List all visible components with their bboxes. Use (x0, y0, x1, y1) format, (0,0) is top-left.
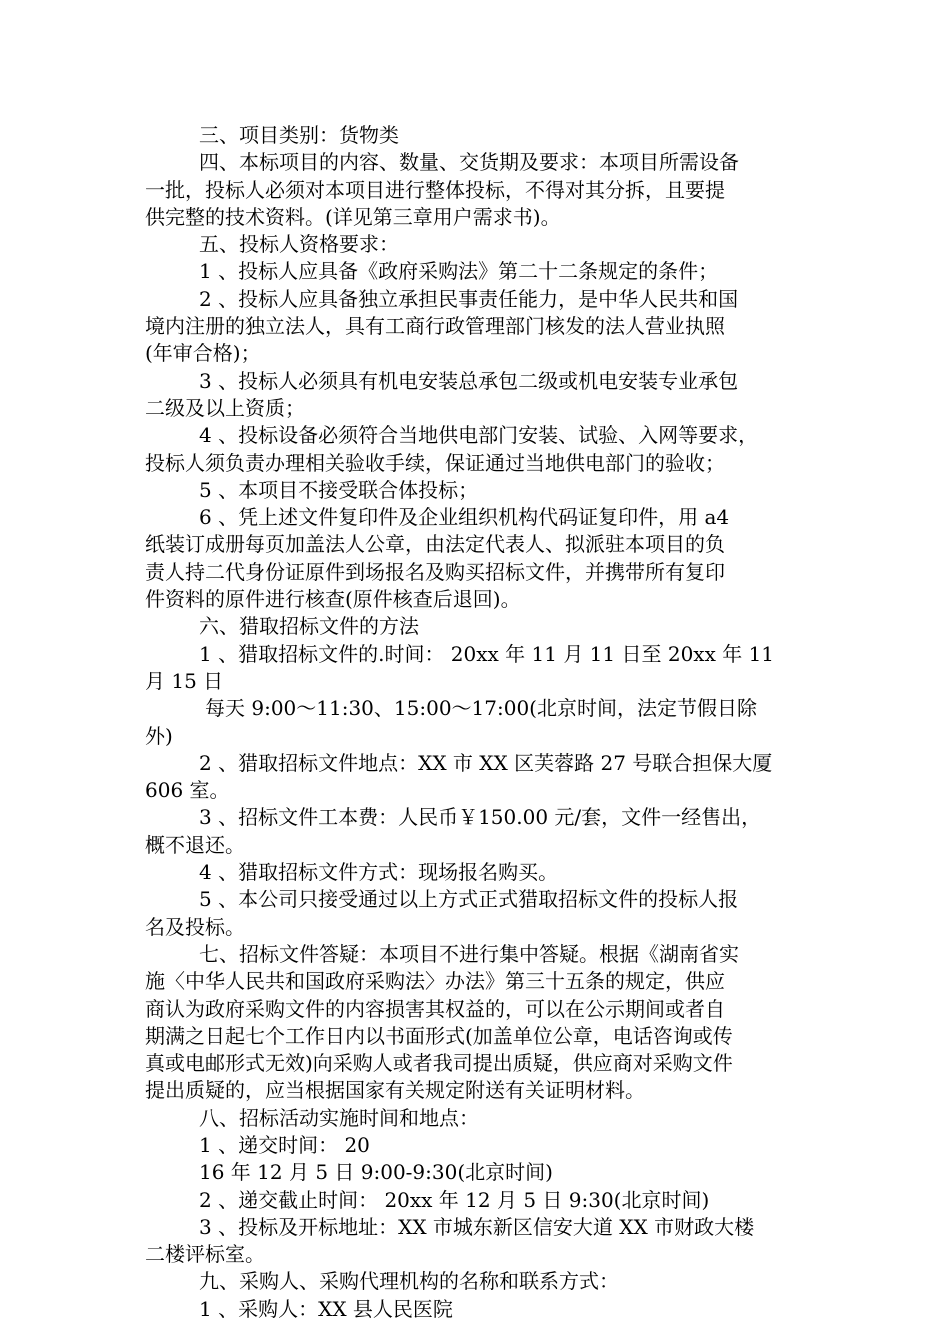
text-line: 二楼评标室。 (145, 1242, 265, 1267)
text-line: 名及投标。 (145, 914, 245, 939)
text-line: 5 、本公司只接受通过以上方式正式猎取招标文件的投标人报 (199, 887, 739, 912)
text-line: 四、本标项目的内容、数量、交货期及要求：本项目所需设备 (199, 150, 739, 175)
text-line: 投标人须负责办理相关验收手续，保证通过当地供电部门的验收； (145, 450, 725, 475)
text-line: 16 年 12 月 5 日 9:00-9:30(北京时间) (199, 1160, 553, 1185)
text-line: 三、项目类别：货物类 (199, 123, 399, 147)
text-line: 4 、猎取招标文件方式：现场报名购买。 (199, 860, 559, 885)
text-line: 提出质疑的，应当根据国家有关规定附送有关证明材料。 (145, 1078, 645, 1103)
text-line: 责人持二代身份证原件到场报名及购买招标文件，并携带所有复印 (145, 559, 725, 584)
text-line: 供完整的技术资料。(详见第三章用户需求书)。 (145, 204, 561, 229)
text-line: 4 、投标设备必须符合当地供电部门安装、试验、入网等要求， (199, 423, 759, 448)
text-line: 606 室。 (145, 778, 230, 803)
text-line: 月 15 日 (145, 668, 224, 693)
text-line: 八、招标活动实施时间和地点： (199, 1105, 479, 1130)
text-line: 2 、猎取招标文件地点：XX 市 XX 区芙蓉路 27 号联合担保大厦 (199, 750, 773, 775)
text-line: (年审合格)； (145, 341, 261, 366)
text-line: 纸装订成册每页加盖法人公章，由法定代表人、拟派驻本项目的负 (145, 532, 725, 557)
text-line: 九、采购人、采购代理机构的名称和联系方式： (199, 1269, 619, 1294)
text-line: 境内注册的独立法人，具有工商行政管理部门核发的法人营业执照 (145, 314, 725, 339)
text-line: 2 、投标人应具备独立承担民事责任能力，是中华人民共和国 (199, 286, 739, 311)
text-line: 1 、猎取招标文件的.时间： 20xx 年 11 月 11 日至 20xx 年 11 (199, 641, 775, 666)
text-line: 3 、投标人必须具有机电安装总承包二级或机电安装专业承包 (199, 368, 739, 393)
text-line: 2 、递交截止时间： 20xx 年 12 月 5 日 9:30(北京时间) (199, 1187, 710, 1212)
text-line: 外) (145, 723, 173, 748)
text-line: 件资料的原件进行核查(原件核查后退回)。 (145, 587, 521, 612)
text-line: 1 、投标人应具备《政府采购法》第二十二条规定的条件； (199, 259, 719, 284)
text-line: 概不退还。 (145, 832, 245, 857)
text-line: 每天 9:00～11:30、15:00～17:00(北京时间，法定节假日除 (205, 696, 757, 721)
text-line: 五、投标人资格要求： (199, 232, 399, 257)
text-line: 商认为政府采购文件的内容损害其权益的，可以在公示期间或者自 (145, 996, 725, 1021)
document-body (145, 122, 825, 1323)
text-line: 1 、递交时间： 20 (199, 1132, 370, 1157)
text-line: 5 、本项目不接受联合体投标； (199, 477, 479, 502)
text-line: 3 、投标及开标地址：XX 市城东新区信安大道 XX 市财政大楼 (199, 1214, 755, 1239)
text-line: 3 、招标文件工本费：人民币￥150.00 元/套，文件一经售出， (199, 805, 762, 830)
text-line: 真或电邮形式无效)向采购人或者我司提出质疑，供应商对采购文件 (145, 1051, 733, 1076)
text-line: 期满之日起七个工作日内以书面形式(加盖单位公章，电话咨询或传 (145, 1023, 733, 1048)
text-line: 六、猎取招标文件的方法 (199, 614, 419, 639)
text-line: 二级及以上资质； (145, 395, 305, 420)
text-line: 6 、凭上述文件复印件及企业组织机构代码证复印件，用 a4 (199, 505, 730, 530)
text-line: 七、招标文件答疑：本项目不进行集中答疑。根据《湖南省实 (199, 941, 739, 966)
text-line: 施〈中华人民共和国政府采购法〉办法》第三十五条的规定，供应 (145, 969, 725, 994)
text-line: 一批，投标人必须对本项目进行整体投标，不得对其分拆，且要提 (145, 177, 725, 202)
text-line: 1 、采购人：XX 县人民医院 (199, 1296, 453, 1321)
